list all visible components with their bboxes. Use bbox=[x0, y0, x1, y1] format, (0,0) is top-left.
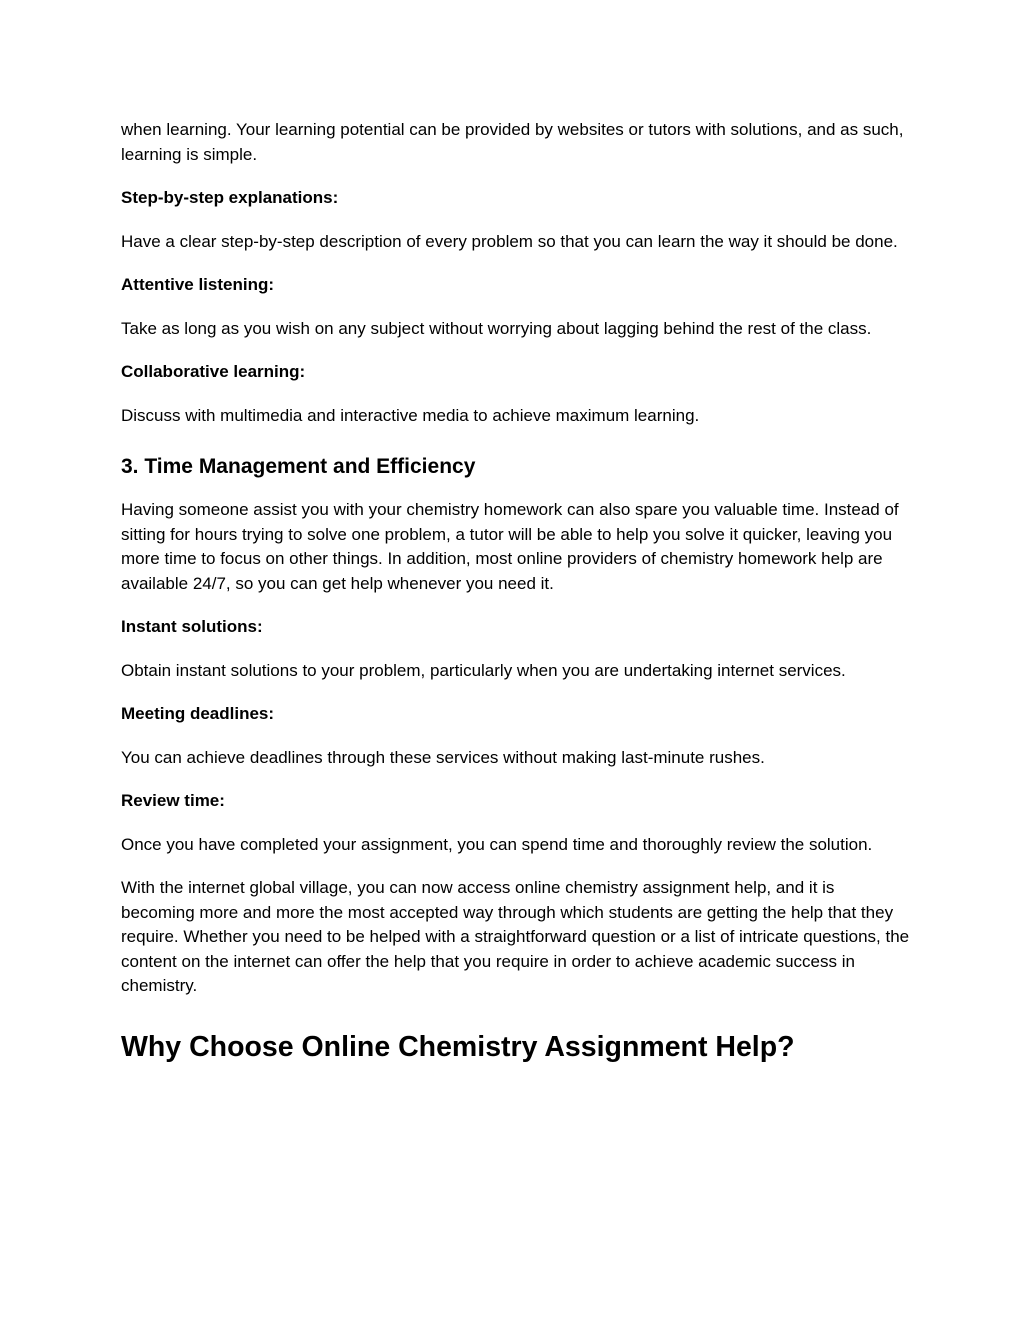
attentive-listening-paragraph: Take as long as you wish on any subject without worrying about lagging behind the rest of the class. bbox=[121, 318, 872, 338]
step-by-step-paragraph: Have a clear step-by-step description of every problem so that you can learn the way it should be done. bbox=[121, 231, 898, 251]
why-choose-heading: Why Choose Online Chemistry Assignment Help? bbox=[121, 1030, 795, 1063]
collaborative-learning-paragraph: Discuss with multimedia and interactive media to achieve maximum learning. bbox=[121, 405, 700, 425]
instant-solutions-heading: Instant solutions: bbox=[121, 617, 263, 636]
step-by-step-heading: Step-by-step explanations: bbox=[121, 188, 339, 207]
review-time-paragraph: Once you have completed your assignment, you can spend time and thoroughly review the solution. bbox=[121, 834, 873, 854]
meeting-deadlines-heading: Meeting deadlines: bbox=[121, 704, 275, 723]
collaborative-learning-heading: Collaborative learning: bbox=[121, 362, 306, 381]
document-page bbox=[121, 118, 911, 1065]
attentive-listening-heading: Attentive listening: bbox=[121, 275, 275, 294]
meeting-deadlines-paragraph: You can achieve deadlines through these services without making last-minute rushes. bbox=[121, 747, 765, 767]
internet-paragraph: With the internet global village, you can now access online chemistry assignment help, and it is becoming more and more the most accepted way through which students are getting the help that they require. Whether you need to be helped with a straightforward question or a list of intricate questions, the content on the internet can offer the help that you require in order to achieve academic success in chemistry. bbox=[121, 878, 910, 995]
review-time-heading: Review time: bbox=[121, 791, 225, 810]
intro-paragraph: when learning. Your learning potential can be provided by websites or tutors with solutions, and as such, learning is simple. bbox=[121, 120, 904, 164]
instant-solutions-paragraph: Obtain instant solutions to your problem, particularly when you are undertaking internet services. bbox=[121, 660, 846, 680]
time-management-heading: 3. Time Management and Efficiency bbox=[121, 455, 476, 478]
time-management-paragraph: Having someone assist you with your chemistry homework can also spare you valuable time. Instead of sitting for hours trying to solve one problem, a tutor will be able to help you solve it quicker, leaving you more time to focus on other things. In addition, most online providers of chemistry homework help are available 24/7, so you can get help whenever you need it. bbox=[121, 500, 899, 593]
